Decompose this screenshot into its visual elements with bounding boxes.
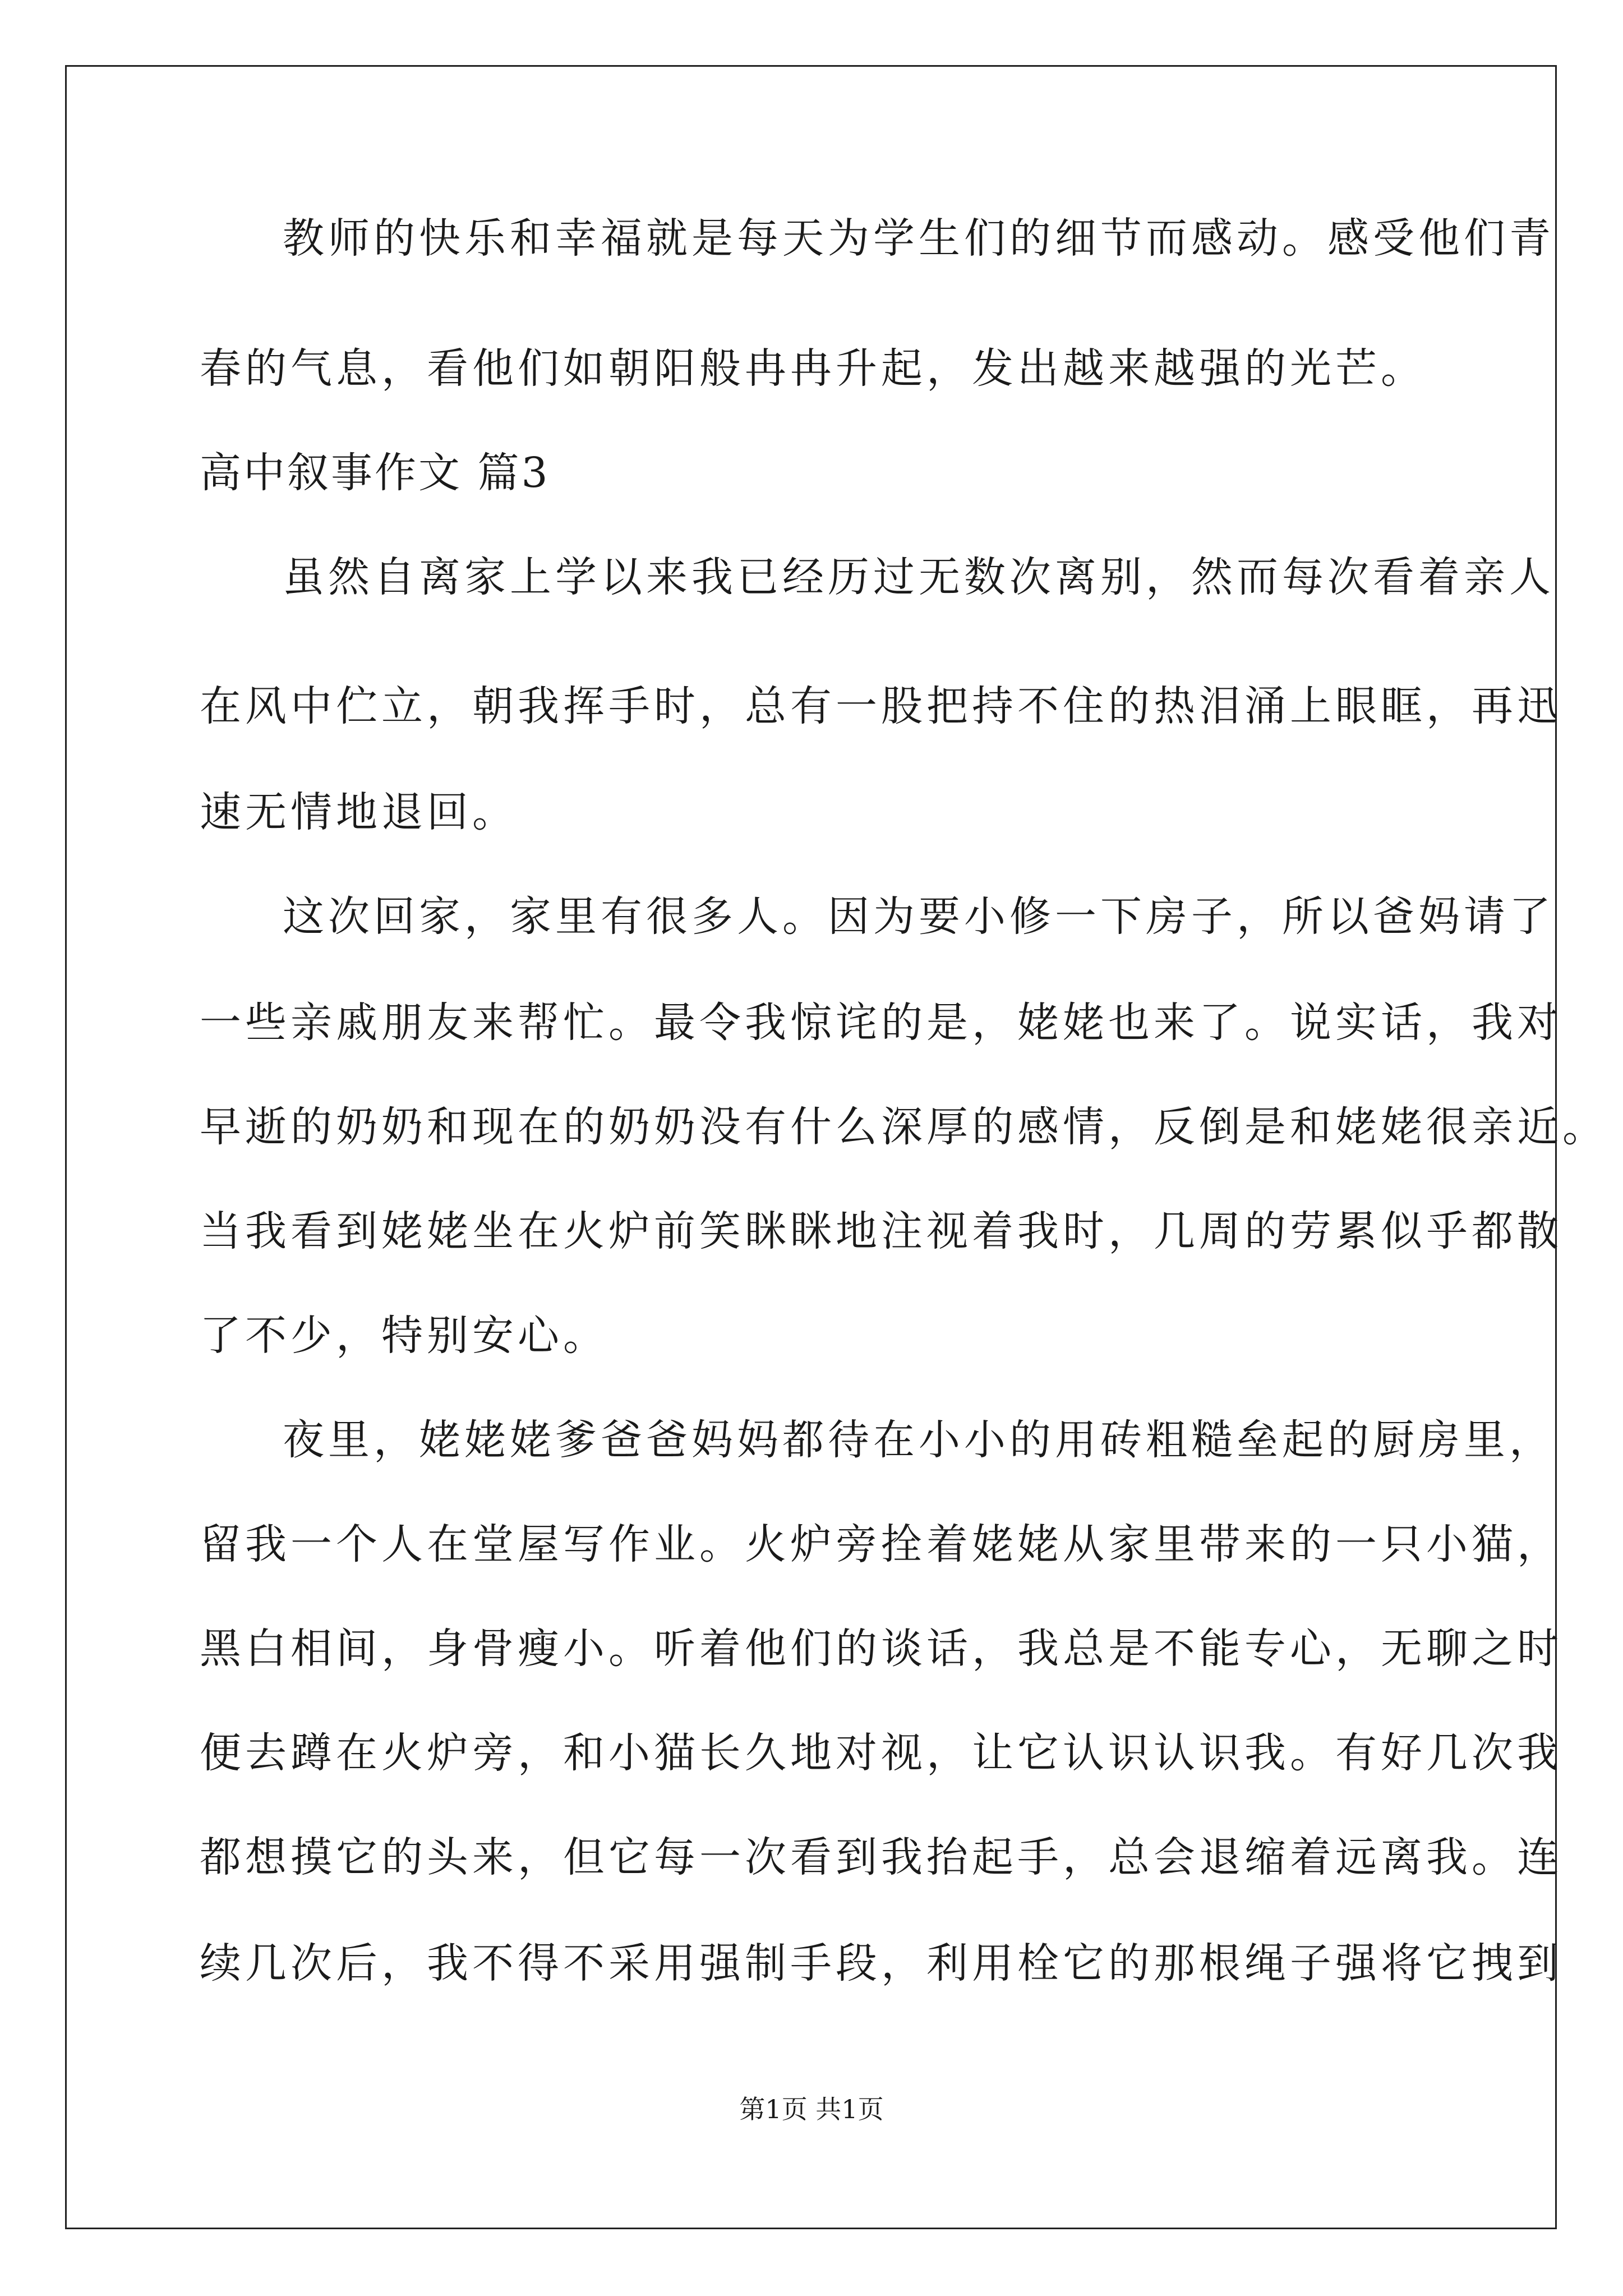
text-line: 早逝的奶奶和现在的奶奶没有什么深厚的感情，反倒是和姥姥很亲近。 (200, 1103, 1608, 1151)
page-footer: 第1页 共1页 (739, 2094, 884, 2124)
text-line: 速无情地退回。 (200, 788, 518, 836)
text-line: 虽然自离家上学以来我已经历过无数次离别，然而每次看着亲人 (283, 553, 1555, 601)
text-line: 夜里，姥姥姥爹爸爸妈妈都待在小小的用砖粗糙垒起的厨房里， (283, 1416, 1555, 1464)
text-line: 当我看到姥姥坐在火炉前笑眯眯地注视着我时，几周的劳累似乎都散 (200, 1207, 1562, 1255)
text-line: 一些亲戚朋友来帮忙。最令我惊诧的是，姥姥也来了。说实话，我对 (200, 999, 1562, 1047)
text-line: 续几次后，我不得不采用强制手段，利用栓它的那根绳子强将它拽到 (200, 1939, 1562, 1987)
text-line: 在风中伫立，朝我挥手时，总有一股把持不住的热泪涌上眼眶，再迅 (200, 682, 1562, 730)
text-line: 这次回家，家里有很多人。因为要小修一下房子，所以爸妈请了 (283, 892, 1555, 941)
text-line: 了不少，特别安心。 (200, 1312, 608, 1360)
text-line: 便去蹲在火炉旁，和小猫长久地对视，让它认识认识我。有好几次我 (200, 1729, 1562, 1777)
text-line: 黑白相间，身骨瘦小。听着他们的谈话，我总是不能专心，无聊之时 (200, 1625, 1562, 1673)
text-line: 教师的快乐和幸福就是每天为学生们的细节而感动。感受他们青 (283, 214, 1555, 263)
text-line: 都想摸它的头来，但它每一次看到我抬起手，总会退缩着远离我。连 (200, 1833, 1562, 1881)
text-line: 春的气息，看他们如朝阳般冉冉升起，发出越来越强的光芒。 (200, 344, 1426, 393)
text-line: 留我一个人在堂屋写作业。火炉旁拴着姥姥从家里带来的一只小猫， (200, 1520, 1562, 1568)
section-heading: 高中叙事作文 篇3 (200, 449, 550, 497)
